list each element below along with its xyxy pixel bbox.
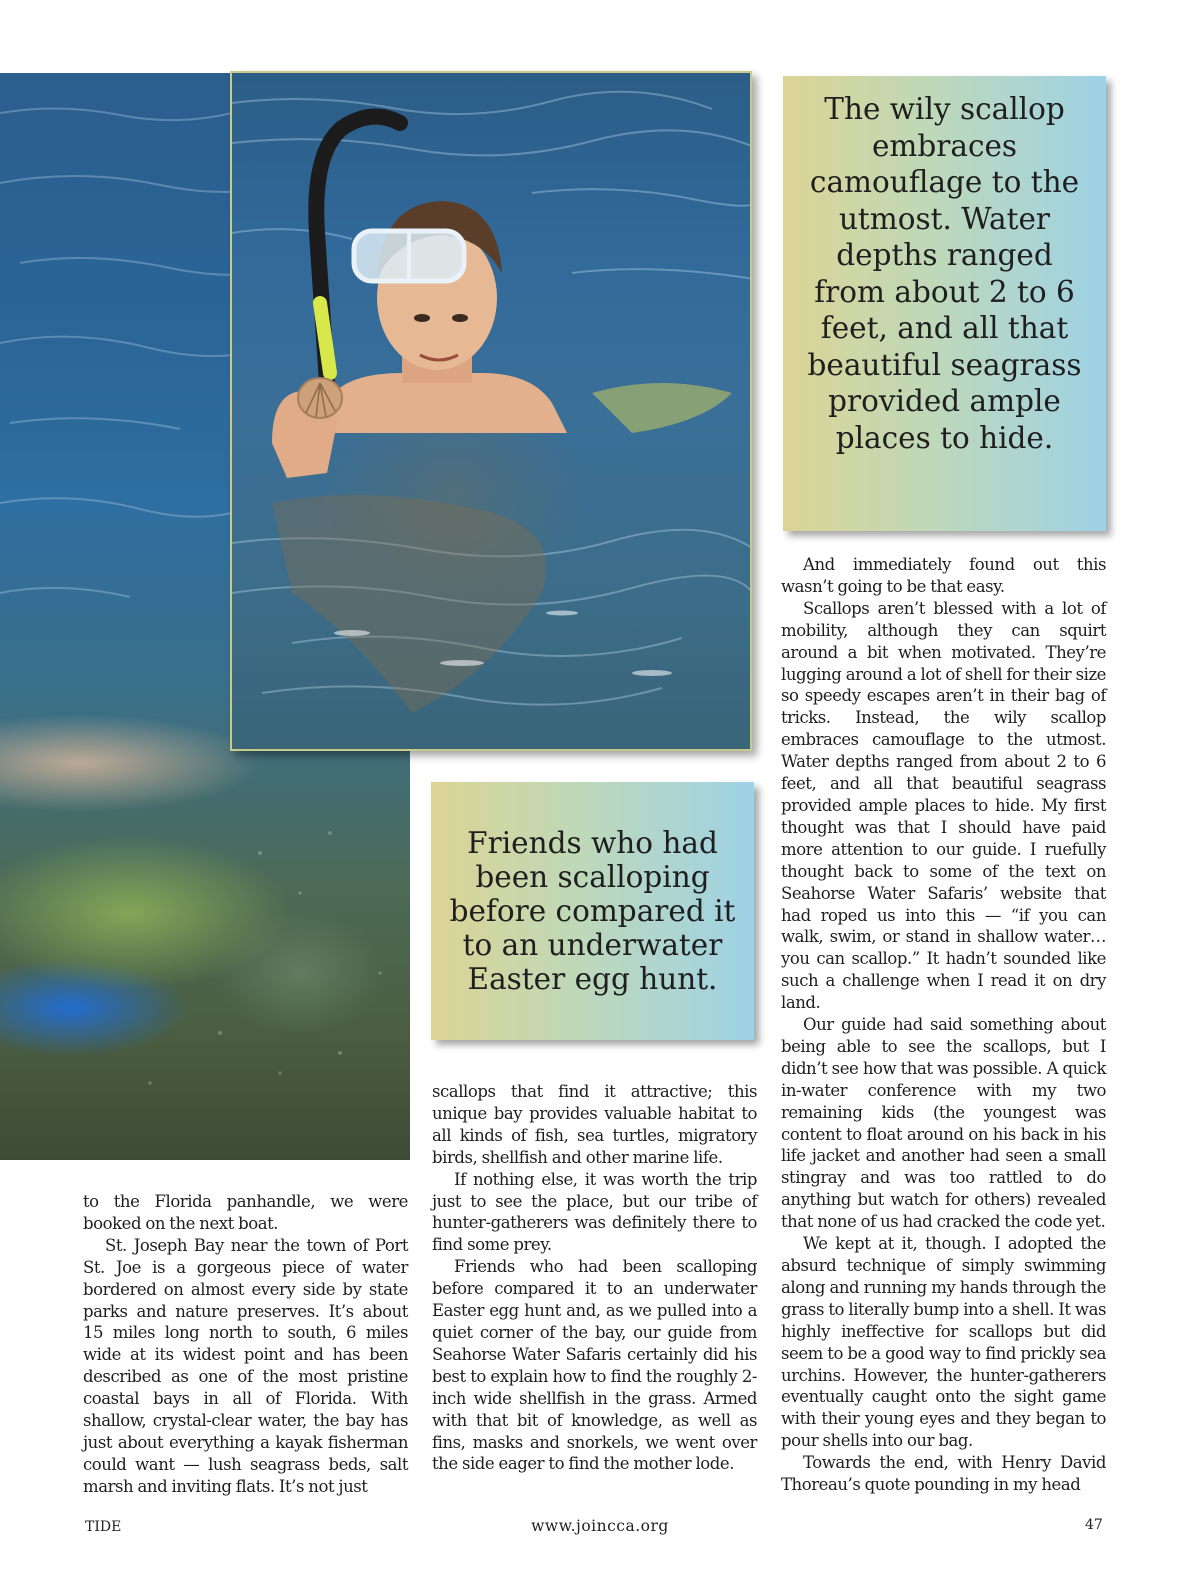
paragraph: If nothing else, it was worth the trip just to see the place, but our tribe of hunter-gatherers was definitely there to find some prey. bbox=[432, 1169, 757, 1255]
paragraph: to the Florida panhandle, we were booked on the next boat. bbox=[83, 1192, 408, 1233]
paragraph: And immediately found out this wasn’t going to be that easy. bbox=[781, 555, 1106, 596]
article-column-left bbox=[83, 1191, 408, 1498]
website-link[interactable]: www.joincca.org bbox=[531, 1517, 669, 1535]
paragraph: scallops that find it attractive; this unique bay provides valuable habitat to all kinds of fish, sea turtles, migratory birds, shellfish and other marine life. bbox=[432, 1082, 757, 1167]
article-column-right bbox=[781, 554, 1106, 1496]
article-column-middle bbox=[432, 1081, 757, 1475]
paragraph: Friends who had been scalloping before compared it to an underwater Easter egg hunt and, as we pulled into a quiet corner of the bay, our guide from Seahorse Water Safaris certainly did his best to explain how to find the roughly 2-inch wide shellfish in the grass. Armed with that bit of knowledge, as well as fins, masks and snorkels, we went over the side eager to find the mother lode. bbox=[432, 1257, 757, 1474]
page-number: 47 bbox=[1085, 1517, 1103, 1533]
paragraph: We kept at it, though. I adopted the absurd technique of simply swimming along and running my hands through the grass to literally bump into a shell. It was highly ineffective for scallops but did seem to be a good way to find prickly sea urchins. However, the hunter-gatherers eventually caught onto the sight game with their young eyes and they began to pour shells into our bag. bbox=[781, 1234, 1106, 1451]
magazine-name: TIDE bbox=[85, 1519, 122, 1535]
paragraph: Towards the end, with Henry David Thoreau’s quote pounding in my head bbox=[781, 1453, 1106, 1495]
paragraph: St. Joseph Bay near the town of Port St. Joe is a gorgeous piece of water bordered on almost every side by state parks and nature preserves. It’s about 15 miles long north to south, 6 miles wide at its widest point and has been described as one of the most pristine coastal bays in all of Florida. With shallow, crystal-clear water, the bay has just about everything a kayak fisherman could want — lush seagrass beds, salt marsh and inviting flats. It’s not just bbox=[83, 1235, 408, 1496]
paragraph: Scallops aren’t blessed with a lot of mobility, although they can squirt around a bit when motivated. They’re lugging around a lot of shell for their size so speedy escapes aren’t in their bag of tricks. Instead, the wily scallop embraces camouflage to the utmost. Water depths ranged from about 2 to 6 feet, and all that beautiful seagrass provided ample places to hide. My first thought was that I should have paid more attention to our guide. I ruefully thought back to some of the text on Seahorse Water Safaris’ website that had roped us into this — “if you can walk, swim, or stand in shallow water…you can scallop.” It hadn’t sounded like such a challenge when I read it on dry land. bbox=[781, 598, 1106, 1013]
pull-quote-easter-egg bbox=[431, 782, 754, 1040]
pull-quote-camouflage-text: The wily scallop embraces camouflage to the utmost. Water depths ranged from about 2 to 6 feet, and all that beautiful seagrass provided ample places to hide. bbox=[807, 92, 1082, 455]
paragraph: Our guide had said something about being able to see the scallops, but I didn’t see how that was possible. A quick in-water conference with my two remaining kids (the youngest was content to float around on his back in his life jacket and another had seen a small stingray and was too rattled to do anything but watch for others) revealed that none of us had cracked the code yet. bbox=[781, 1015, 1106, 1232]
pull-quote-camouflage bbox=[783, 76, 1106, 531]
pull-quote-easter-egg-text: Friends who had been scalloping before compared it to an underwater Easter egg hunt. bbox=[449, 826, 736, 996]
boy-snorkel-photo bbox=[230, 71, 752, 751]
